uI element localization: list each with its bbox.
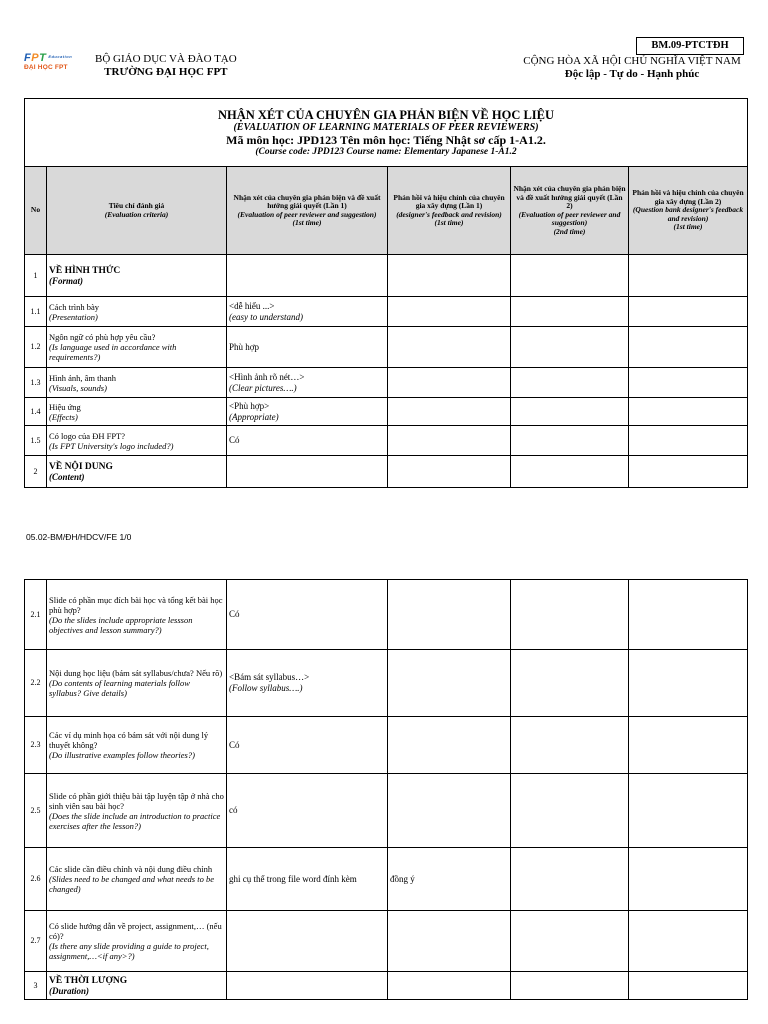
reviewer1-comment	[227, 774, 388, 848]
designer1-feedback	[388, 717, 511, 774]
reviewer2-comment	[511, 650, 629, 717]
criteria-row	[25, 580, 748, 650]
row-number: 3	[25, 972, 47, 1000]
criteria-vi: VỀ THỜI LƯỢNG	[49, 975, 128, 986]
designer1-feedback	[388, 972, 511, 1000]
reviewer2-comment	[511, 327, 629, 368]
criteria-cell	[47, 848, 227, 911]
designer1-feedback	[388, 426, 511, 456]
ministry-name: BỘ GIÁO DỤC VÀ ĐÀO TẠO	[95, 53, 237, 65]
criteria-vi: Slide có phần mục đích bài học và tổng kết bài học phù hợp?	[49, 594, 223, 615]
col-header-reviewer2-time: (2nd time)	[553, 226, 586, 236]
col-header-reviewer2	[511, 167, 629, 255]
row-number: 2.7	[25, 911, 47, 972]
criteria-en: (Duration)	[49, 985, 90, 996]
row-number: 1	[25, 255, 47, 297]
reviewer1-comment	[227, 972, 388, 1000]
criteria-en: (Slides need to be changed and what needs to be changed)	[49, 874, 215, 894]
reviewer1-comment-vi: <dễ hiểu ...>	[229, 300, 275, 311]
criteria-cell	[47, 774, 227, 848]
reviewer1-comment	[227, 580, 388, 650]
criteria-row	[25, 368, 748, 398]
criteria-en: (Do illustrative examples follow theories?)	[49, 750, 195, 760]
criteria-vi: Nội dung học liệu (bám sát syllabus/chưa? Nếu rõ)	[49, 668, 223, 678]
col-header-criteria	[47, 167, 227, 255]
criteria-cell	[47, 717, 227, 774]
section-row	[25, 456, 748, 488]
col-header-reviewer1-time: (1st time)	[292, 218, 322, 227]
criteria-row	[25, 848, 748, 911]
row-number: 1.4	[25, 398, 47, 426]
reviewer1-comment-vi: Có	[229, 435, 240, 445]
reviewer1-comment	[227, 848, 388, 911]
col-header-designer1-vi: Phản hồi và hiệu chỉnh của chuyên gia xây dựng (Lần 1)	[393, 192, 505, 210]
row-number: 2.3	[25, 717, 47, 774]
criteria-en: (Format)	[49, 275, 84, 286]
criteria-en: (Do contents of learning materials follow syllabus? Give details)	[49, 678, 190, 698]
logo-education-text: Education	[48, 54, 73, 59]
designer1-feedback	[388, 368, 511, 398]
designer2-feedback	[629, 426, 748, 456]
designer1-feedback	[388, 774, 511, 848]
reviewer2-comment	[511, 774, 629, 848]
criteria-vi: VỀ HÌNH THỨC	[49, 265, 121, 276]
criteria-en: (Do the slides include appropriate lessson objectives and lesson summary?)	[49, 614, 193, 635]
republic-name: CỘNG HÒA XÃ HỘI CHỦ NGHĨA VIỆT NAM	[523, 55, 741, 67]
criteria-en: (Effects)	[49, 411, 78, 422]
criteria-row	[25, 650, 748, 717]
col-header-reviewer1-en: (Evaluation of peer reviewer and suggestion)	[237, 209, 377, 219]
col-header-criteria-en: (Evaluation criteria)	[104, 209, 169, 219]
criteria-vi: Ngôn ngữ có phù hợp yêu cầu?	[49, 332, 156, 342]
criteria-cell	[47, 911, 227, 972]
row-number: 2.6	[25, 848, 47, 911]
designer2-feedback	[629, 398, 748, 426]
criteria-vi: Có logo của ĐH FPT?	[49, 430, 126, 441]
designer1-feedback	[388, 650, 511, 717]
reviewer2-comment	[511, 717, 629, 774]
course-vi: Mã môn học: JPD123 Tên môn học: Tiếng Nhật sơ cấp 1-A1.2.	[226, 132, 546, 147]
national-motto: Độc lập - Tự do - Hạnh phúc	[564, 68, 700, 80]
criteria-row	[25, 774, 748, 848]
reviewer2-comment	[511, 368, 629, 398]
evaluation-table-page2	[24, 579, 748, 1000]
criteria-cell	[47, 972, 227, 1000]
reviewer1-comment-vi: <Hình ảnh rõ nét…>	[229, 371, 305, 382]
criteria-cell	[47, 456, 227, 488]
reviewer2-comment	[511, 911, 629, 972]
criteria-vi: Các slide cần điều chỉnh và nội dung điều chỉnh	[49, 864, 213, 874]
fpt-logo-mark: FPT $^{Education}$	[24, 52, 73, 64]
col-header-designer2-vi: Phản hồi và hiệu chỉnh của chuyên gia xây dựng (Lần 2)	[632, 188, 744, 206]
logo-university-text: ĐẠI HỌC FPT	[24, 64, 68, 71]
reviewer2-comment	[511, 426, 629, 456]
col-header-reviewer1	[227, 167, 388, 255]
reviewer1-comment	[227, 426, 388, 456]
row-number: 2	[25, 456, 47, 488]
criteria-cell	[47, 297, 227, 327]
criteria-cell	[47, 580, 227, 650]
row-number: 1.1	[25, 297, 47, 327]
col-header-reviewer2-en: (Evaluation of peer reviewer and suggestion)	[518, 209, 621, 227]
criteria-en: (Content)	[49, 471, 85, 482]
designer1-feedback: đồng ý	[388, 848, 511, 911]
col-header-designer2	[629, 167, 748, 255]
col-header-designer1-en: (designer's feedback and revision)	[396, 209, 502, 219]
reviewer1-comment	[227, 255, 388, 297]
reviewer1-comment-vi: <Bám sát syllabus…>	[229, 672, 310, 682]
col-header-designer1	[388, 167, 511, 255]
page-footer-code: 05.02-BM/ĐH/HDCV/FE 1/0	[26, 532, 132, 542]
criteria-row	[25, 327, 748, 368]
designer1-feedback	[388, 255, 511, 297]
document-title	[25, 99, 748, 167]
evaluation-table-page1	[24, 98, 748, 488]
reviewer1-comment	[227, 650, 388, 717]
designer2-feedback	[629, 650, 748, 717]
row-number: 1.2	[25, 327, 47, 368]
criteria-en: (Is there any slide providing a guide to project, assignment,…<if any>?)	[49, 941, 209, 961]
university-name: TRƯỜNG ĐẠI HỌC FPT	[104, 66, 228, 78]
criteria-en: (Visuals, sounds)	[49, 382, 107, 393]
republic-block	[518, 55, 746, 81]
criteria-cell	[47, 327, 227, 368]
ministry-block	[95, 53, 237, 79]
designer2-feedback	[629, 848, 748, 911]
criteria-vi: Slide có phần giới thiệu bài tập luyện tập ở nhà cho sinh viên sau bài học?	[49, 790, 224, 811]
reviewer1-comment-en: (Follow syllabus….)	[229, 683, 303, 693]
designer2-feedback	[629, 456, 748, 488]
reviewer1-comment	[227, 297, 388, 327]
reviewer1-comment-en: (easy to understand)	[229, 311, 303, 322]
column-header-row	[25, 167, 748, 255]
reviewer1-comment	[227, 717, 388, 774]
row-number: 2.1	[25, 580, 47, 650]
designer2-feedback	[629, 327, 748, 368]
designer2-feedback	[629, 774, 748, 848]
criteria-vi: Hình ảnh, âm thanh	[49, 372, 117, 383]
designer1-feedback	[388, 456, 511, 488]
reviewer1-comment	[227, 398, 388, 426]
fpt-logo	[24, 52, 78, 78]
designer2-feedback	[629, 717, 748, 774]
criteria-en: (Does the slide include an introduction to practice exercises after the lesson?)	[49, 810, 221, 831]
reviewer2-comment	[511, 972, 629, 1000]
title-vi: NHẬN XÉT CỦA CHUYÊN GIA PHẢN BIỆN VỀ HỌC LIỆU	[217, 107, 555, 122]
reviewer2-comment	[511, 255, 629, 297]
designer1-feedback	[388, 580, 511, 650]
designer1-feedback	[388, 327, 511, 368]
reviewer1-comment-vi: Có	[229, 609, 240, 619]
designer2-feedback	[629, 368, 748, 398]
reviewer1-comment-vi: Phù hợp	[229, 341, 260, 352]
col-header-reviewer2-vi: Nhận xét của chuyên gia phản biện và đề xuất hướng giải quyết (Lần 2)	[513, 184, 626, 210]
designer2-feedback	[629, 255, 748, 297]
criteria-row	[25, 398, 748, 426]
criteria-row	[25, 297, 748, 327]
row-number: 2.2	[25, 650, 47, 717]
criteria-en: (Presentation)	[49, 311, 98, 322]
row-number: 1.5	[25, 426, 47, 456]
designer2-feedback	[629, 297, 748, 327]
designer1-feedback	[388, 297, 511, 327]
reviewer2-comment	[511, 297, 629, 327]
criteria-cell	[47, 426, 227, 456]
section-row	[25, 972, 748, 1000]
reviewer1-comment-vi: Có	[229, 739, 240, 750]
criteria-vi: Các ví dụ minh họa có bám sát với nội dung lý thuyết không?	[49, 730, 209, 750]
reviewer1-comment	[227, 327, 388, 368]
criteria-cell	[47, 650, 227, 717]
criteria-en: (Is language used in accordance with requirements?)	[49, 342, 177, 362]
reviewer1-comment-vi: ghi cụ thể trong file word đính kèm	[229, 873, 357, 884]
title-row	[25, 99, 748, 167]
reviewer1-comment	[227, 456, 388, 488]
row-number: 1.3	[25, 368, 47, 398]
course-en: (Course code: JPD123 Course name: Elementary Japanese 1-A1.2	[255, 146, 517, 157]
section-row	[25, 255, 748, 297]
col-header-designer2-time: (1st time)	[673, 222, 703, 232]
designer2-feedback	[629, 911, 748, 972]
criteria-vi: VỀ NỘI DUNG	[49, 461, 113, 472]
col-header-designer2-en: (Question bank designer's feedback and revision)	[632, 205, 744, 223]
criteria-vi: Cách trình bày	[49, 301, 100, 312]
reviewer1-comment	[227, 368, 388, 398]
criteria-cell	[47, 398, 227, 426]
criteria-cell	[47, 255, 227, 297]
col-header-reviewer1-vi: Nhận xét của chuyên gia phản biện và đề xuất hướng giải quyết (Lần 1)	[233, 192, 381, 210]
reviewer1-comment-vi: <Phù hợp>	[229, 400, 270, 411]
col-header-designer1-time: (1st time)	[434, 218, 464, 227]
criteria-en: (Is FPT University's logo included?)	[49, 440, 174, 451]
reviewer2-comment	[511, 848, 629, 911]
row-number: 2.5	[25, 774, 47, 848]
reviewer1-comment-en: (Appropriate)	[229, 411, 279, 422]
criteria-row	[25, 911, 748, 972]
criteria-row	[25, 717, 748, 774]
reviewer2-comment	[511, 456, 629, 488]
reviewer2-comment	[511, 580, 629, 650]
reviewer1-comment	[227, 911, 388, 972]
col-header-no: No	[25, 167, 47, 255]
criteria-row	[25, 426, 748, 456]
reviewer1-comment-vi: có	[229, 805, 238, 815]
form-code-box: BM.09-PTCTĐH	[636, 37, 744, 55]
designer1-feedback	[388, 398, 511, 426]
reviewer1-comment-en: (Clear pictures….)	[229, 382, 297, 393]
title-en: (EVALUATION OF LEARNING MATERIALS OF PEER REVIEWERS)	[233, 121, 539, 133]
criteria-vi: Hiệu ứng	[49, 401, 81, 412]
criteria-vi: Có slide hướng dẫn về project, assignment,… (nếu có)?	[49, 921, 222, 941]
designer2-feedback	[629, 580, 748, 650]
col-header-criteria-vi: Tiêu chí đánh giá	[108, 201, 165, 210]
designer2-feedback	[629, 972, 748, 1000]
criteria-cell	[47, 368, 227, 398]
designer1-feedback	[388, 911, 511, 972]
reviewer2-comment	[511, 398, 629, 426]
